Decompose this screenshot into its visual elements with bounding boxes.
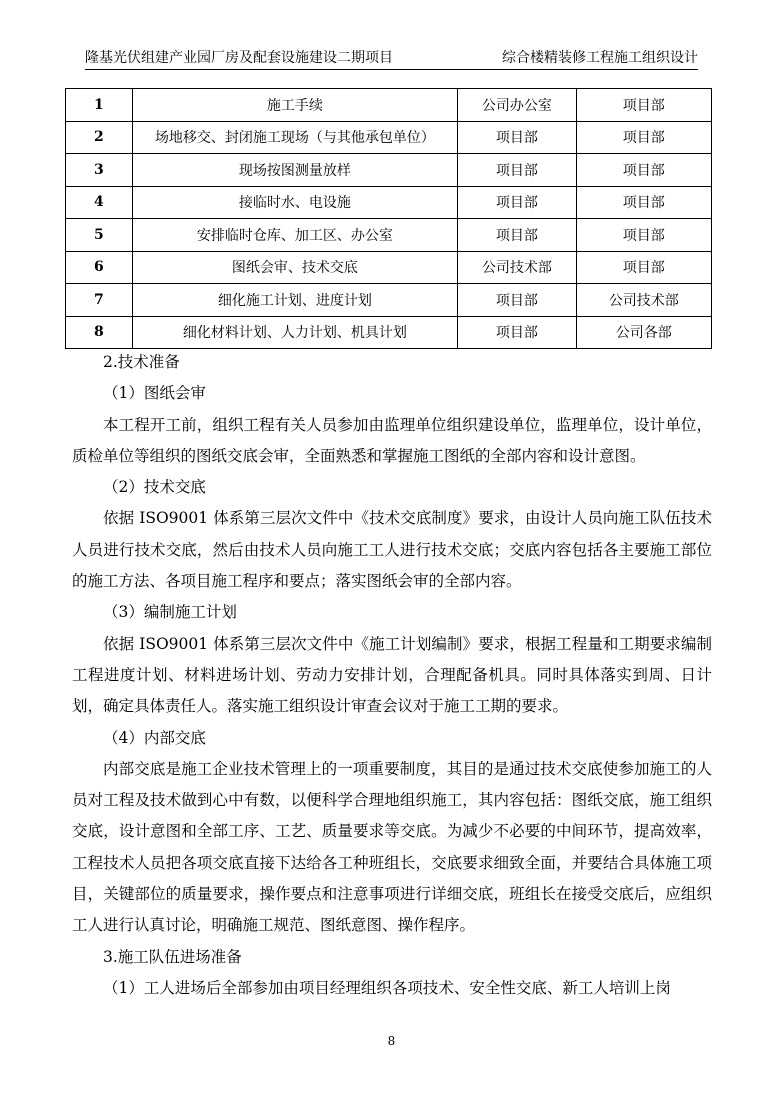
task-cell: 图纸会审、技术交底 xyxy=(132,251,457,284)
cooperate-cell: 公司技术部 xyxy=(576,284,711,317)
responsible-cell: 项目部 xyxy=(458,284,576,317)
preparation-task-table xyxy=(65,88,712,349)
task-cell: 现场按图测量放样 xyxy=(132,154,457,187)
task-cell: 细化施工计划、进度计划 xyxy=(132,284,457,317)
row-number-cell: 8 xyxy=(66,316,133,349)
responsible-cell: 项目部 xyxy=(458,316,576,349)
row-number-cell: 6 xyxy=(66,251,133,284)
row-number-cell: 3 xyxy=(66,154,133,187)
paragraph-team-entry: （1）工人进场后全部参加由项目经理组织各项技术、安全性交底、新工人培训上岗 xyxy=(103,978,671,997)
table-row xyxy=(66,186,712,219)
paragraph-internal-briefing: 内部交底是施工企业技术管理上的一项重要制度，其目的是通过技术交底使参加施工的人员对工程及技术做到心中有数，以便科学合理地组织施工，其内容包括：图纸交底，施工组织交底，设计意图和全部工序、工艺、质量要求等交底。为减少不必要的中间环节，提高效率，工程技术人员把各项交底直接下达给各工种班组长，交底要求细致全面，并要结合具体施工项目，关键部位的质量要求，操作要点和注意事项进行详细交底，班组长在接受交底后，应组织工人进行认真讨论，明确施工规范、图纸意图、操作程序。 xyxy=(72,759,712,935)
paragraph-construction-plan: 依据 ISO9001 体系第三层次文件中《施工计划编制》要求，根据工程量和工期要求编制工程进度计划、材料进场计划、劳动力安排计划，合理配备机具。同时具体落实到周、日计划，确定具体责任人。落实施工组织设计审查会议对于施工工期的要求。 xyxy=(72,634,712,716)
task-cell: 接临时水、电设施 xyxy=(132,186,457,219)
paragraph-tech-briefing: 依据 ISO9001 体系第三层次文件中《技术交底制度》要求，由设计人员向施工队伍技术人员进行技术交底，然后由技术人员向施工工人进行技术交底；交底内容包括各主要施工部位的施工方法、各项目施工程序和要点；落实图纸会审的全部内容。 xyxy=(72,509,712,591)
task-cell: 施工手续 xyxy=(132,89,457,122)
subheading-internal-briefing: （4）内部交底 xyxy=(103,728,206,747)
responsible-cell: 项目部 xyxy=(458,219,576,252)
subheading-tech-briefing: （2）技术交底 xyxy=(103,478,206,497)
cooperate-cell: 公司各部 xyxy=(576,316,711,349)
document-body xyxy=(72,347,712,1004)
row-number-cell: 4 xyxy=(66,186,133,219)
table-row xyxy=(66,316,712,349)
row-number-cell: 5 xyxy=(66,219,133,252)
responsible-cell: 项目部 xyxy=(458,121,576,154)
header-project-name: 隆基光伏组建产业园厂房及配套设施建设二期项目 xyxy=(85,50,393,66)
table-row xyxy=(66,121,712,154)
header-document-title: 综合楼精装修工程施工组织设计 xyxy=(502,50,698,66)
cooperate-cell: 项目部 xyxy=(576,186,711,219)
task-cell: 细化材料计划、人力计划、机具计划 xyxy=(132,316,457,349)
responsible-cell: 公司技术部 xyxy=(458,251,576,284)
cooperate-cell: 项目部 xyxy=(576,154,711,187)
subheading-drawing-review: （1）图纸会审 xyxy=(103,384,206,403)
section-heading-tech-prep: 2.技术准备 xyxy=(103,353,180,371)
page-number: 8 xyxy=(387,1034,396,1048)
table-row xyxy=(66,89,712,122)
cooperate-cell: 项目部 xyxy=(576,121,711,154)
row-number-cell: 7 xyxy=(66,284,133,317)
table-row xyxy=(66,154,712,187)
paragraph-drawing-review: 本工程开工前，组织工程有关人员参加由监理单位组织建设单位，监理单位，设计单位，质检单位等组织的图纸交底会审，全面熟悉和掌握施工图纸的全部内容和设计意图。 xyxy=(72,415,712,465)
cooperate-cell: 项目部 xyxy=(576,89,711,122)
table-row xyxy=(66,219,712,252)
responsible-cell: 项目部 xyxy=(458,154,576,187)
task-cell: 安排临时仓库、加工区、办公室 xyxy=(132,219,457,252)
cooperate-cell: 项目部 xyxy=(576,219,711,252)
row-number-cell: 1 xyxy=(66,89,133,122)
subheading-construction-plan: （3）编制施工计划 xyxy=(103,603,237,622)
table-row xyxy=(66,251,712,284)
table-row xyxy=(66,284,712,317)
row-number-cell: 2 xyxy=(66,121,133,154)
responsible-cell: 公司办公室 xyxy=(458,89,576,122)
task-cell: 场地移交、封闭施工现场（与其他承包单位） xyxy=(132,121,457,154)
responsible-cell: 项目部 xyxy=(458,186,576,219)
cooperate-cell: 项目部 xyxy=(576,251,711,284)
page-header xyxy=(85,47,698,70)
section-heading-team-entry: 3.施工队伍进场准备 xyxy=(103,947,242,966)
